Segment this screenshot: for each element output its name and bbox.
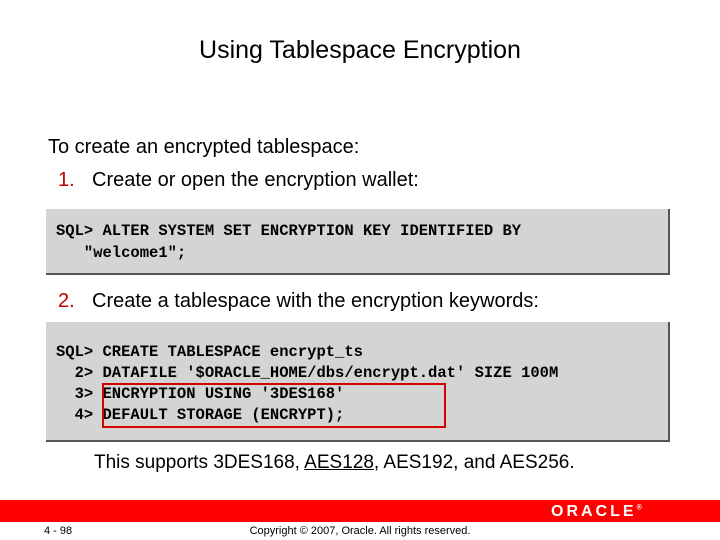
code-block-tablespace bbox=[46, 322, 670, 442]
code-line: 4> DEFAULT STORAGE (ENCRYPT); bbox=[56, 406, 345, 424]
code-line: SQL> ALTER SYSTEM SET ENCRYPTION KEY IDENTIFIED BY bbox=[56, 222, 522, 240]
copyright: Copyright © 2007, Oracle. All rights reserved. bbox=[249, 525, 471, 537]
support-text-end: , AES192, and AES256. bbox=[373, 452, 575, 473]
support-text-start: This supports 3DES168, bbox=[94, 452, 305, 473]
oracle-logo: ORACLE® bbox=[551, 503, 642, 520]
code-line: 2> DATAFILE '$ORACLE_HOME/dbs/encrypt.dat' SIZE 100M bbox=[56, 364, 559, 382]
encryption-highlight-box bbox=[102, 383, 446, 428]
support-underlined: AES128 bbox=[304, 452, 374, 473]
support-note bbox=[94, 452, 575, 474]
slide-title: Using Tablespace Encryption bbox=[199, 36, 521, 64]
step-2 bbox=[58, 290, 539, 313]
code-block-wallet bbox=[46, 209, 670, 275]
code-line: SQL> CREATE TABLESPACE encrypt_ts bbox=[56, 343, 363, 361]
code-line: 3> ENCRYPTION USING '3DES168' bbox=[56, 385, 345, 403]
step-1-number: 1. bbox=[58, 169, 75, 191]
intro-text: To create an encrypted tablespace: bbox=[48, 136, 360, 158]
step-2-number: 2. bbox=[58, 290, 75, 312]
code-line: "welcome1"; bbox=[56, 244, 187, 262]
step-1 bbox=[58, 169, 419, 192]
step-2-text: Create a tablespace with the encryption keywords: bbox=[92, 290, 539, 312]
page-number: 4 - 98 bbox=[44, 525, 73, 537]
step-1-text: Create or open the encryption wallet: bbox=[92, 169, 419, 191]
